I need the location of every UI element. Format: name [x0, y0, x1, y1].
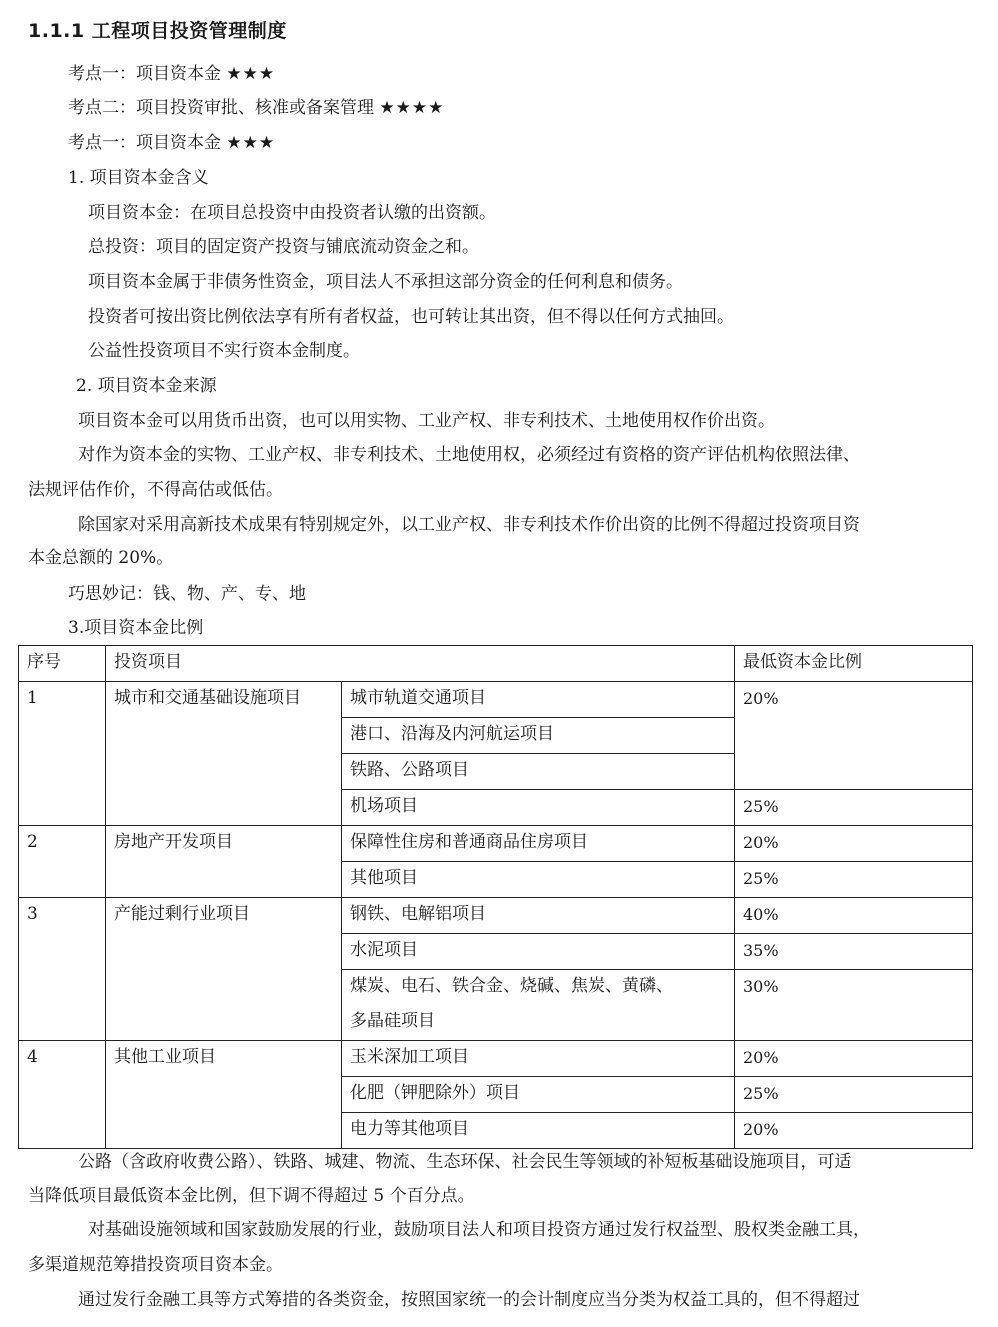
table-row	[19, 826, 973, 862]
paragraph: 投资者可按出资比例依法享有所有者权益，也可转让其出资，但不得以任何方式抽回。	[88, 307, 734, 327]
ratio-cell: 20%	[735, 826, 973, 862]
kaodian-2	[68, 96, 444, 120]
item-cell: 电力等其他项目	[342, 1113, 735, 1149]
ratio-cell: 35%	[735, 934, 973, 970]
ratio-cell: 40%	[735, 898, 973, 934]
paragraph: 本金总额的 20%。	[28, 548, 174, 568]
item-cell	[342, 970, 735, 1041]
ratio-cell: 25%	[735, 790, 973, 826]
kaodian-1	[68, 62, 275, 86]
category-cell: 城市和交通基础设施项目	[106, 682, 342, 826]
kaodian-label: 考点一：项目资本金	[68, 64, 221, 84]
paragraph: 项目资本金属于非债务性资金，项目法人不承担这部分资金的任何利息和债务。	[88, 272, 683, 292]
paragraph: 公益性投资项目不实行资本金制度。	[88, 341, 360, 361]
row-number: 1	[19, 682, 106, 826]
item-cell: 其他项目	[342, 862, 735, 898]
star-rating: ★★★	[226, 133, 276, 153]
capital-ratio-table	[18, 645, 973, 1149]
item-cell: 城市轨道交通项目	[342, 682, 735, 718]
item-cell: 保障性住房和普通商品住房项目	[342, 826, 735, 862]
star-rating: ★★★★	[379, 98, 445, 118]
table-row	[19, 682, 973, 718]
table-row	[19, 898, 973, 934]
item-cell: 化肥（钾肥除外）项目	[342, 1077, 735, 1113]
paragraph: 公路（含政府收费公路）、铁路、城建、物流、生态环保、社会民生等领域的补短板基础设施项目，可适	[78, 1152, 852, 1172]
item-line: 多晶硅项目	[350, 1011, 435, 1031]
ratio-cell: 25%	[735, 1077, 973, 1113]
kaodian-label: 考点二：项目投资审批、核准或备案管理	[68, 98, 374, 118]
paragraph: 通过发行金融工具等方式筹措的各类资金，按照国家统一的会计制度应当分类为权益工具的，但不得超过	[78, 1290, 860, 1310]
item-cell: 钢铁、电解铝项目	[342, 898, 735, 934]
item-cell: 机场项目	[342, 790, 735, 826]
item-cell: 港口、沿海及内河航运项目	[342, 718, 735, 754]
paragraph: 项目资本金：在项目总投资中由投资者认缴的出资额。	[88, 203, 496, 223]
section-heading: 1.1.1 工程项目投资管理制度	[28, 20, 287, 42]
paragraph: 项目资本金可以用货币出资，也可以用实物、工业产权、非专利技术、土地使用权作价出资。	[78, 411, 775, 431]
header-cell: 投资项目	[106, 646, 735, 682]
item-cell: 水泥项目	[342, 934, 735, 970]
item-line: 煤炭、电石、铁合金、烧碱、焦炭、黄磷、	[350, 976, 673, 996]
ratio-cell: 20%	[735, 1113, 973, 1149]
memo-line: 巧思妙记：钱、物、产、专、地	[68, 584, 306, 604]
header-cell: 最低资本金比例	[735, 646, 973, 682]
subsection-title-2: 2. 项目资本金来源	[76, 376, 217, 396]
kaodian-label: 考点一：项目资本金	[68, 133, 221, 153]
paragraph: 多渠道规范筹措投资项目资本金。	[28, 1255, 283, 1275]
paragraph: 法规评估作价，不得高估或低估。	[28, 480, 283, 500]
subsection-title-3: 3.项目资本金比例	[68, 618, 204, 638]
star-rating: ★★★	[226, 64, 276, 84]
category-cell: 产能过剩行业项目	[106, 898, 342, 1041]
row-number: 3	[19, 898, 106, 1041]
paragraph: 当降低项目最低资本金比例，但下调不得超过 5 个百分点。	[28, 1186, 475, 1206]
ratio-cell: 25%	[735, 862, 973, 898]
kaodian-3	[68, 131, 275, 155]
paragraph: 总投资：项目的固定资产投资与铺底流动资金之和。	[88, 237, 479, 257]
ratio-cell: 30%	[735, 970, 973, 1041]
row-number: 4	[19, 1041, 106, 1149]
item-cell: 玉米深加工项目	[342, 1041, 735, 1077]
category-cell: 房地产开发项目	[106, 826, 342, 898]
item-cell: 铁路、公路项目	[342, 754, 735, 790]
subsection-title-1: 1. 项目资本金含义	[68, 168, 209, 188]
paragraph: 除国家对采用高新技术成果有特别规定外，以工业产权、非专利技术作价出资的比例不得超过投资项目资	[78, 515, 860, 535]
table-header-row	[19, 646, 973, 682]
table-row	[19, 1041, 973, 1077]
paragraph: 对基础设施领域和国家鼓励发展的行业，鼓励项目法人和项目投资方通过发行权益型、股权类金融工具，	[88, 1220, 870, 1240]
ratio-cell: 20%	[735, 682, 973, 790]
category-cell: 其他工业项目	[106, 1041, 342, 1149]
paragraph: 对作为资本金的实物、工业产权、非专利技术、土地使用权，必须经过有资格的资产评估机构依照法律、	[78, 445, 860, 465]
row-number: 2	[19, 826, 106, 898]
ratio-cell: 20%	[735, 1041, 973, 1077]
header-cell: 序号	[19, 646, 106, 682]
